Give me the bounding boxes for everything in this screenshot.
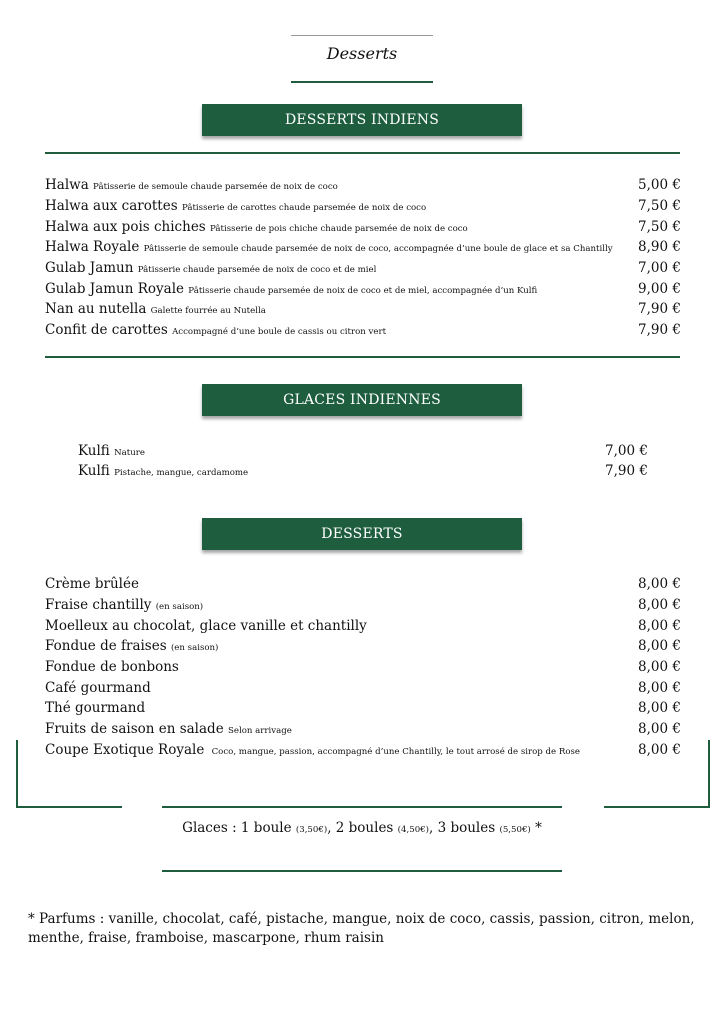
note-prefix: Glaces :	[182, 820, 241, 836]
item-name: Halwa Royale	[45, 239, 140, 255]
item-price: 7,00 €	[638, 260, 681, 276]
item-price: 8,00 €	[638, 721, 681, 737]
item-name: Kulfi	[78, 443, 110, 459]
section-header-desserts-indiens: DESSERTS INDIENS	[202, 104, 522, 136]
menu-item	[78, 463, 648, 483]
item-price: 7,50 €	[638, 198, 681, 214]
section-header-desserts: DESSERTS	[202, 518, 522, 550]
note-3-boules: 3 boules	[437, 820, 496, 836]
item-name: Coupe Exotique Royale	[45, 742, 205, 758]
item-price: 8,90 €	[638, 239, 681, 255]
section-header-glaces-indiennes: GLACES INDIENNES	[202, 384, 522, 416]
item-price: 8,00 €	[638, 576, 681, 592]
item-description: (en saison)	[170, 643, 219, 653]
note-1-boule-price: (3,50€)	[295, 825, 328, 835]
item-price: 7,90 €	[638, 322, 681, 338]
menu-item	[45, 742, 681, 762]
item-description: (en saison)	[155, 602, 204, 612]
item-description: Accompagné d’une boule de cassis ou citron vert	[172, 327, 387, 337]
menu-item	[45, 576, 681, 596]
item-name: Fondue de bonbons	[45, 659, 179, 675]
menu-item	[45, 177, 681, 197]
menu-item	[45, 700, 681, 720]
parfums-footnote: * Parfums : vanille, chocolat, café, pistache, mangue, noix de coco, cassis, passion, citron, melon, menthe, fraise, framboise, mascarpone, rhum raisin	[28, 911, 695, 946]
section-divider	[45, 152, 680, 154]
item-price: 9,00 €	[638, 281, 681, 297]
section-divider	[45, 356, 680, 358]
note-2-boules: 2 boules	[335, 820, 394, 836]
item-name: Fraise chantilly	[45, 597, 152, 613]
note-top-rule	[162, 806, 562, 808]
menu-item	[45, 721, 681, 741]
note-1-boule: 1 boule	[240, 820, 292, 836]
note-3-boules-price: (5,50€)	[499, 825, 531, 835]
menu-item	[45, 597, 681, 617]
item-price: 7,90 €	[605, 463, 648, 479]
item-price: 8,00 €	[638, 742, 681, 758]
menu-item	[45, 322, 681, 342]
menu-item	[45, 301, 681, 321]
item-description: Pâtisserie de pois chiche chaude parsemée de noix de coco	[210, 224, 468, 234]
item-description: Coco, mangue, passion, accompagné d’une Chantilly, le tout arrosé de sirop de Rose	[211, 747, 580, 757]
item-description: Selon arrivage	[227, 726, 292, 736]
menu-item	[45, 219, 681, 239]
item-name: Nan au nutella	[45, 301, 147, 317]
item-name: Gulab Jamun Royale	[45, 281, 184, 297]
frame-right-bracket	[604, 740, 710, 808]
item-description: Pâtisserie de semoule chaude parsemée de noix de coco, accompagnée d’une boule de glace et sa Chantilly	[143, 244, 613, 254]
item-description: Galette fourrée au Nutella	[150, 306, 266, 316]
item-name: Crème brûlée	[45, 576, 139, 592]
menu-item	[78, 443, 648, 463]
item-price: 8,00 €	[638, 597, 681, 613]
menu-item	[45, 260, 681, 280]
menu-item	[45, 281, 681, 301]
item-description: Pistache, mangue, cardamome	[114, 468, 249, 478]
item-description: Pâtisserie de semoule chaude parsemée de noix de coco	[93, 182, 338, 192]
glaces-note: Glaces : 1 boule (3,50€), 2 boules (4,50€), 3 boules (5,50€) *	[182, 820, 542, 836]
item-price: 8,00 €	[638, 638, 681, 654]
item-price: 7,50 €	[638, 219, 681, 235]
menu-item	[45, 638, 681, 658]
item-name: Halwa	[45, 177, 89, 193]
item-name: Gulab Jamun	[45, 260, 134, 276]
item-name: Fruits de saison en salade	[45, 721, 224, 737]
note-bottom-rule	[162, 870, 562, 872]
item-description: Pâtisserie chaude parsemée de noix de coco et de miel, accompagnée d’un Kulfi	[188, 286, 538, 296]
menu-item	[45, 618, 681, 638]
note-2-boules-price: (4,50€)	[397, 825, 429, 835]
item-name: Halwa aux pois chiches	[45, 219, 206, 235]
title-bottom-rule	[291, 81, 433, 83]
item-price: 8,00 €	[638, 700, 681, 716]
item-name: Fondue de fraises	[45, 638, 167, 654]
menu-item	[45, 239, 681, 259]
item-price: 7,90 €	[638, 301, 681, 317]
title-top-rule	[291, 35, 433, 36]
item-price: 8,00 €	[638, 618, 681, 634]
item-price: 7,00 €	[605, 443, 648, 459]
item-name: Café gourmand	[45, 680, 151, 696]
menu-item	[45, 680, 681, 700]
item-name: Confit de carottes	[45, 322, 168, 338]
item-name: Thé gourmand	[45, 700, 146, 716]
item-price: 8,00 €	[638, 680, 681, 696]
page-title: Desserts	[326, 44, 398, 63]
item-description: Nature	[114, 448, 145, 458]
item-description: Pâtisserie chaude parsemée de noix de coco et de miel	[137, 265, 377, 275]
frame-left-bracket	[16, 740, 122, 808]
menu-item	[45, 198, 681, 218]
item-price: 8,00 €	[638, 659, 681, 675]
menu-item	[45, 659, 681, 679]
item-description: Pâtisserie de carottes chaude parsemée de noix de coco	[181, 203, 427, 213]
note-suffix: *	[530, 820, 542, 836]
item-price: 5,00 €	[638, 177, 681, 193]
item-name: Halwa aux carottes	[45, 198, 178, 214]
item-name: Kulfi	[78, 463, 110, 479]
item-name: Moelleux au chocolat, glace vanille et chantilly	[45, 618, 367, 634]
